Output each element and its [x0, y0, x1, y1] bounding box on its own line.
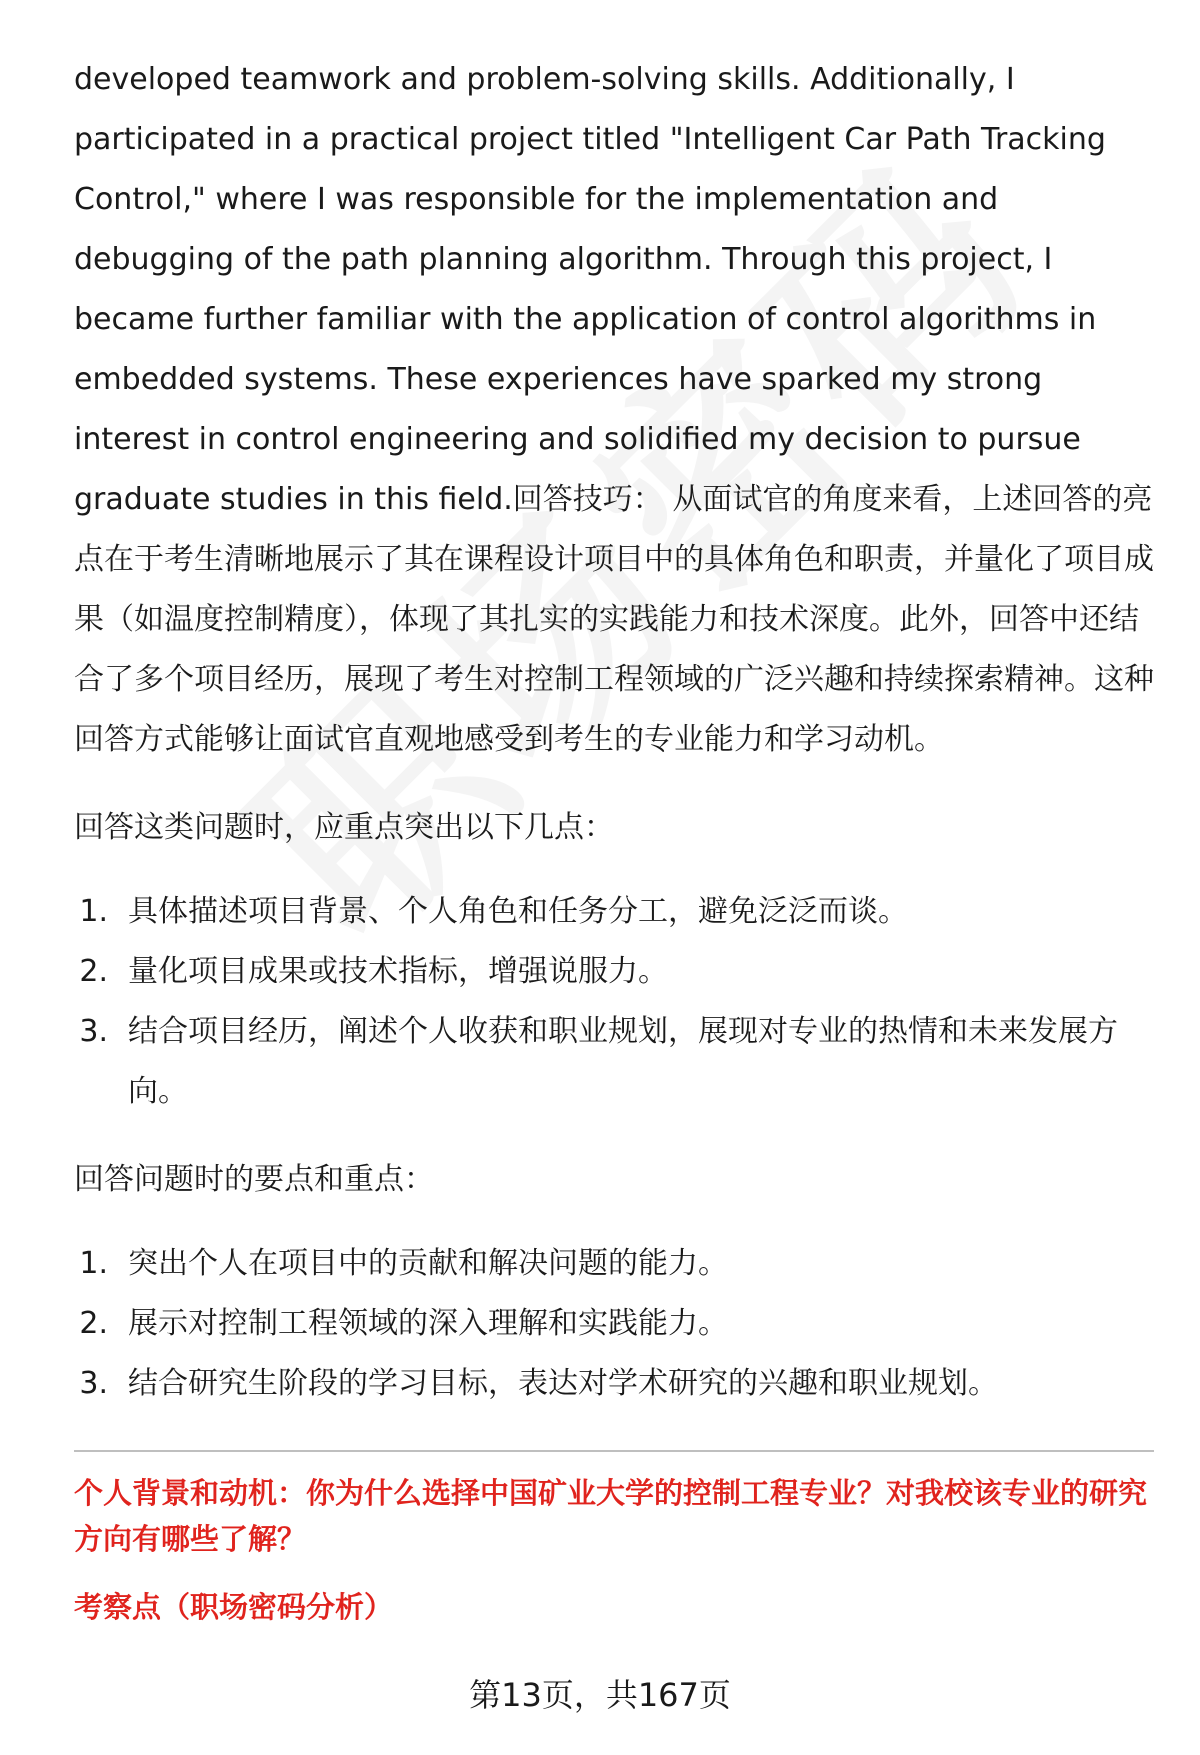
list-text: 结合研究生阶段的学习目标，表达对学术研究的兴趣和职业规划。 — [128, 1366, 998, 1401]
page-number: 第13页，共167页 — [469, 1676, 731, 1714]
list-text: 展示对控制工程领域的深入理解和实践能力。 — [128, 1306, 728, 1341]
list-item — [74, 1002, 1154, 1122]
section-divider — [74, 1450, 1154, 1452]
list-text: 结合项目经历，阐述个人收获和职业规划，展现对专业的热情和未来发展方向。 — [128, 1014, 1118, 1109]
list-text: 量化项目成果或技术指标，增强说服力。 — [128, 954, 668, 989]
list2-intro: 回答问题时的要点和重点： — [74, 1162, 434, 1197]
answer-paragraph: developed teamwork and problem-solving skills. Additionally, I participated in a practical project titled "Intelligent Car Path Tracking Control," where I was responsible for the implementation and debugging of the path planning algorithm. Through this project, I became further familiar with the application of control algorithms in embedded systems. These experiences have sparked my strong interest in control engineering and solidified my decision to pursue graduate studies in this field.回答技巧： 从面试官的角度来看，上述回答的亮点在于考生清晰地展示了其在课程设计项目中的具体角色和职责，并量化了项目成果（如温度控制精度），体现了其扎实的实践能力和技术深度。此外，回答中还结合了多个项目经历，展现了考生对控制工程领域的广泛兴趣和持续探索精神。这种回答方式能够让面试官直观地感受到考生的专业能力和学习动机。 — [74, 62, 1154, 757]
list-number: 1. — [79, 894, 108, 929]
document-body — [74, 50, 1154, 1630]
section-title: 考察点（职场密码分析） — [74, 1590, 394, 1624]
list-number: 2. — [79, 954, 108, 989]
question-heading: 个人背景和动机：你为什么选择中国矿业大学的控制工程专业？对我校该专业的研究方向有哪些了解？ — [74, 1476, 1148, 1556]
list1-intro: 回答这类问题时，应重点突出以下几点： — [74, 810, 614, 845]
list-text: 突出个人在项目中的贡献和解决问题的能力。 — [128, 1246, 728, 1281]
answer-points-list — [74, 1234, 1154, 1414]
list-item — [74, 942, 1154, 1002]
list-item — [74, 1354, 1154, 1414]
list-number: 3. — [79, 1366, 108, 1401]
list-number: 3. — [79, 1014, 108, 1049]
list-item — [74, 882, 1154, 942]
list-text: 具体描述项目背景、个人角色和任务分工，避免泛泛而谈。 — [128, 894, 908, 929]
list-item — [74, 1294, 1154, 1354]
key-points-list — [74, 882, 1154, 1122]
list-number: 1. — [79, 1246, 108, 1281]
list-item — [74, 1234, 1154, 1294]
list-number: 2. — [79, 1306, 108, 1341]
